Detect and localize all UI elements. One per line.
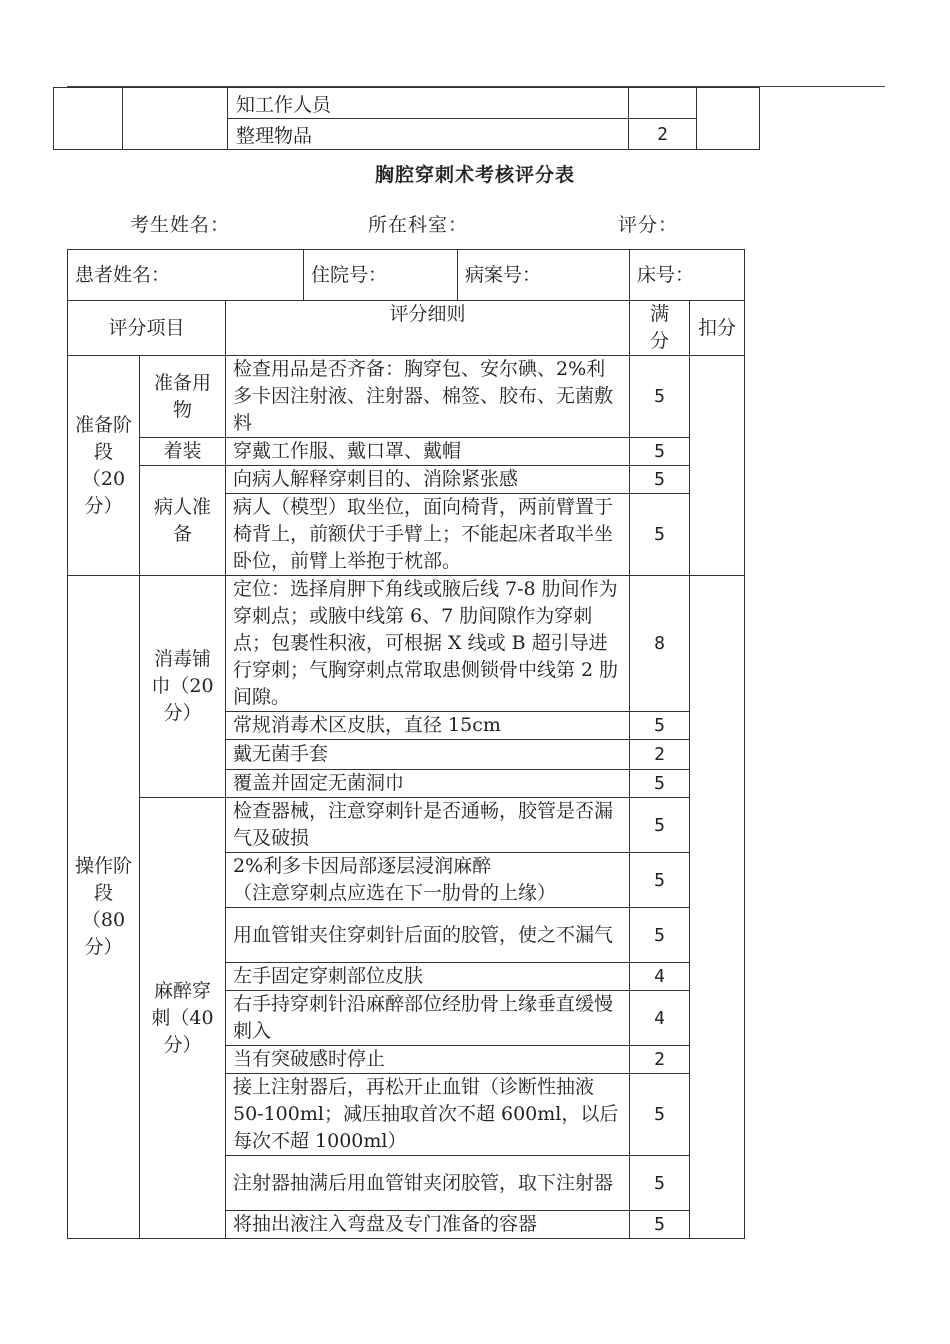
- detail-cell: 检查用品是否齐备：胸穿包、安尔碘、2%利多卡因注射液、注射器、棉签、胶布、无菌敷料: [226, 356, 630, 438]
- column-header-detail: 评分细则: [226, 301, 630, 356]
- score-cell: 5: [630, 798, 690, 853]
- score-cell: 8: [630, 576, 690, 712]
- score-cell: 4: [630, 963, 690, 991]
- examinee-name-label: 考生姓名：: [130, 214, 231, 236]
- score-cell: 5: [630, 908, 690, 963]
- stage-cell-operation: 操作阶段（80分）: [68, 576, 140, 1239]
- patient-info-row: [68, 250, 745, 301]
- score-cell: 5: [630, 356, 690, 438]
- detail-cell: 2%利多卡因局部逐层浸润麻醉 （注意穿刺点应选在下一肋骨的上缘）: [226, 853, 630, 908]
- score-cell: 5: [630, 1156, 690, 1211]
- score-cell: 5: [630, 712, 690, 740]
- score-cell: 2: [629, 119, 697, 150]
- score-label: 评分：: [618, 214, 679, 236]
- score-cell: 5: [630, 494, 690, 576]
- score-cell: 5: [630, 1074, 690, 1156]
- table-row: [54, 88, 760, 119]
- score-cell: [629, 88, 697, 119]
- group-cell-dress: 着装: [140, 438, 226, 466]
- detail-cell: 覆盖并固定无菌洞巾: [226, 770, 630, 798]
- previous-page-table-fragment: [53, 87, 760, 150]
- score-cell: 5: [630, 466, 690, 494]
- detail-cell: 右手持穿刺针沿麻醉部位经肋骨上缘垂直缓慢刺入: [226, 991, 630, 1046]
- table-row: [68, 356, 745, 438]
- table-cell: [123, 88, 228, 150]
- detail-cell: 用血管钳夹住穿刺针后面的胶管，使之不漏气: [226, 908, 630, 963]
- group-cell-patient: 病人准备: [140, 466, 226, 576]
- scoring-table: [67, 249, 745, 1239]
- score-cell: 2: [630, 740, 690, 770]
- detail-cell: 整理物品: [228, 119, 629, 150]
- column-header-item: 评分项目: [68, 301, 226, 356]
- deduct-cell-prep[interactable]: [690, 356, 745, 576]
- detail-cell: 将抽出液注入弯盘及专门准备的容器: [226, 1211, 630, 1239]
- deduct-cell-operation[interactable]: [690, 576, 745, 1239]
- patient-name-cell[interactable]: 患者姓名：: [68, 250, 304, 301]
- table-row: [68, 576, 745, 712]
- detail-cell: 左手固定穿刺部位皮肤: [226, 963, 630, 991]
- group-cell-disinfect: 消毒铺巾（20分）: [140, 576, 226, 798]
- score-cell: 5: [630, 1211, 690, 1239]
- deduct-cell[interactable]: [697, 88, 760, 150]
- detail-cell: 常规消毒术区皮肤，直径 15cm: [226, 712, 630, 740]
- bed-number-cell[interactable]: 床号：: [630, 250, 745, 301]
- record-number-cell[interactable]: 病案号：: [458, 250, 630, 301]
- detail-cell: 穿戴工作服、戴口罩、戴帽: [226, 438, 630, 466]
- table-cell: [54, 88, 123, 150]
- detail-cell: 接上注射器后，再松开止血钳（诊断性抽液 50-100ml；减压抽取首次不超 600ml，以后每次不超 1000ml）: [226, 1074, 630, 1156]
- column-header-deduction: 扣分: [690, 301, 745, 356]
- group-cell-supplies: 准备用物: [140, 356, 226, 438]
- column-header-full-score: 满分: [630, 301, 690, 356]
- group-cell-anesthesia: 麻醉穿刺（40分）: [140, 798, 226, 1239]
- detail-cell: 当有突破感时停止: [226, 1046, 630, 1074]
- admission-number-cell[interactable]: 住院号：: [304, 250, 458, 301]
- detail-cell: 戴无菌手套: [226, 740, 630, 770]
- department-label: 所在科室：: [368, 214, 469, 236]
- detail-cell: 检查器械，注意穿刺针是否通畅，胶管是否漏气及破损: [226, 798, 630, 853]
- column-header-row: [68, 301, 745, 356]
- score-cell: 5: [630, 770, 690, 798]
- detail-cell: 定位：选择肩胛下角线或腋后线 7-8 肋间作为穿刺点；或腋中线第 6、7 肋间隙作为穿刺点；包裹性积液，可根据 X 线或 B 超引导进行穿刺；气胸穿刺点常取患侧锁骨中线第 2 肋间隙。: [226, 576, 630, 712]
- score-cell: 5: [630, 853, 690, 908]
- table-row: [68, 438, 745, 466]
- detail-cell: 知工作人员: [228, 88, 629, 119]
- score-cell: 4: [630, 991, 690, 1046]
- score-cell: 2: [630, 1046, 690, 1074]
- detail-cell: 病人（模型）取坐位，面向椅背，两前臂置于椅背上，前额伏于手臂上；不能起床者取半坐卧位，前臂上举抱于枕部。: [226, 494, 630, 576]
- stage-cell-prep: 准备阶段（20分）: [68, 356, 140, 576]
- score-cell: 5: [630, 438, 690, 466]
- table-row: [68, 798, 745, 853]
- page-title: 胸腔穿刺术考核评分表: [374, 164, 575, 186]
- detail-cell: 注射器抽满后用血管钳夹闭胶管，取下注射器: [226, 1156, 630, 1211]
- detail-cell: 向病人解释穿刺目的、消除紧张感: [226, 466, 630, 494]
- table-row: [68, 466, 745, 494]
